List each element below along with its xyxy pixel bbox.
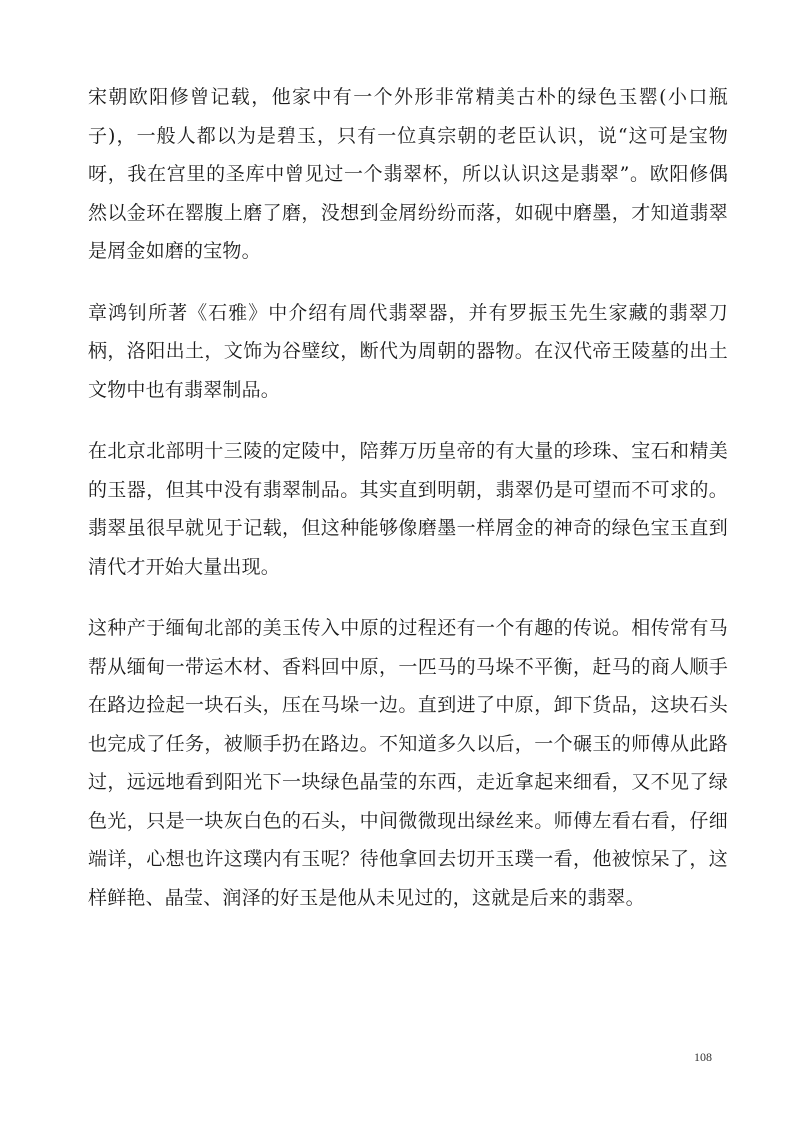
paragraph-legend: 这种产于缅甸北部的美玉传入中原的过程还有一个有趣的传说。相传常有马帮从缅甸一带运木材、香料回中原，一匹马的马垛不平衡，赶马的商人顺手在路边捡起一块石头，压在马垛一边。直到进了中原，卸下货品，这块石头也完成了任务，被顺手扔在路边。不知道多久以后，一个碾玉的师傅从此路过，远远地看到阳光下一块绿色晶莹的东西，走近拿起来细看，又不见了绿色光，只是一块灰白色的石头，中间微微现出绿丝来。师傅左看右看，仔细端详，心想也许这璞内有玉呢？待他拿回去切开玉璞一看，他被惊呆了，这样鲜艳、晶莹、润泽的好玉是他从未见过的，这就是后来的翡翠。: [88, 617, 728, 909]
page-number: 108: [694, 1050, 712, 1064]
paragraph-shi-ya: 章鸿钊所著《石雅》中介绍有周代翡翠器，并有罗振玉先生家藏的翡翠刀柄，洛阳出土，文饰为谷璧纹，断代为周朝的器物。在汉代帝王陵墓的出土文物中也有翡翠制品。: [88, 301, 728, 401]
paragraph-ding-ling: 在北京北部明十三陵的定陵中，陪葬万历皇帝的有大量的珍珠、宝石和精美的玉器，但其中没有翡翠制品。其实直到明朝，翡翠仍是可望而不可求的。翡翠虽很早就见于记载，但这种能够像磨墨一样屑金的神奇的绿色宝玉直到清代才开始大量出现。: [88, 440, 728, 578]
paragraph-ouyang-xiu: 宋朝欧阳修曾记载，他家中有一个外形非常精美古朴的绿色玉罂(小口瓶子)，一般人都以为是碧玉，只有一位真宗朝的老臣认识，说“这可是宝物呀，我在宫里的圣库中曾见过一个翡翠杯，所以认识这是翡翠”。欧阳修偶然以金环在罂腹上磨了磨，没想到金屑纷纷而落，如砚中磨墨，才知道翡翠是屑金如磨的宝物。: [88, 86, 728, 262]
body-text: [88, 78, 728, 940]
